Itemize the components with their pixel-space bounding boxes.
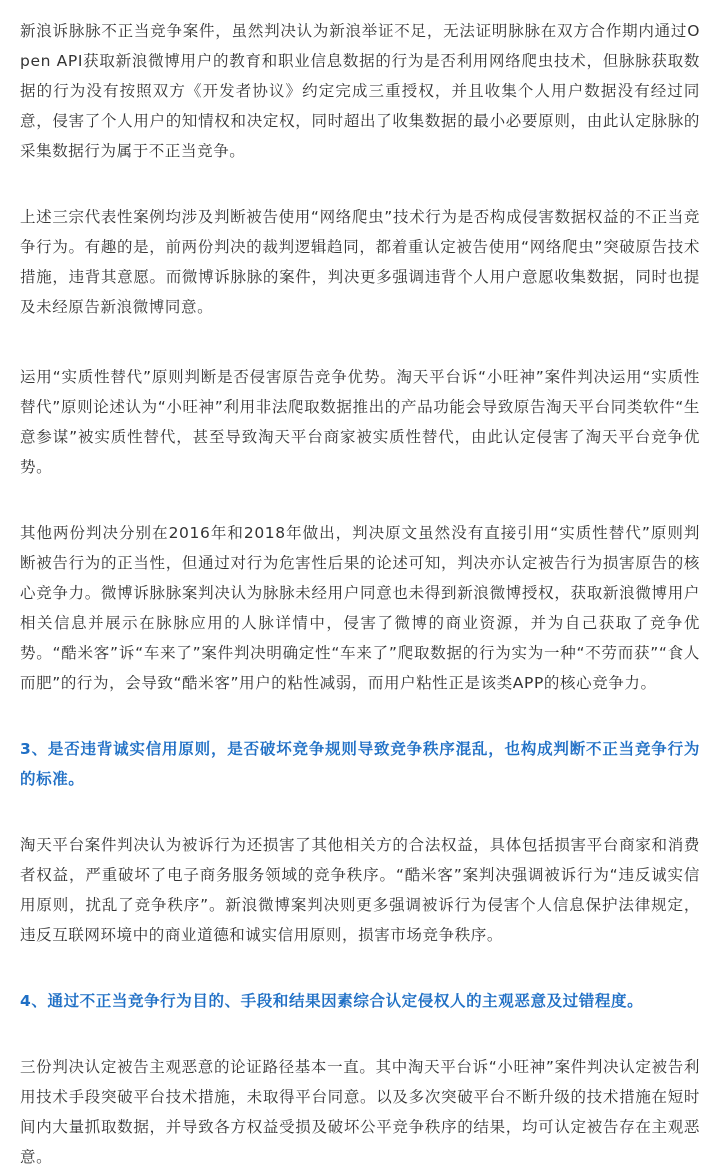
paragraph-other-two-judgments: 其他两份判决分别在2016年和2018年做出，判决原文虽然没有直接引用“实质性替代”原则判断被告行为的正当性，但通过对行为危害性后果的论述可知，判决亦认定被告行为损害原告的核心竞争力。微博诉脉脉案判决认为脉脉未经用户同意也未得到新浪微博授权，获取新浪微博用户相关信息并展示在脉脉应用的人脉详情中，侵害了微博的商业资源，并为自己获取了竞争优势。“酷米客”诉“车来了”案件判决明确定性“车来了”爬取数据的行为实为一种“不劳而获”“食人而肥”的行为，会导致“酷米客”用户的粘性减弱，而用户粘性正是该类APP的核心竞争力。 — [20, 524, 700, 692]
paragraph-substantive-substitution: 运用“实质性替代”原则判断是否侵害原告竞争优势。淘天平台诉“小旺神”案件判决运用“实质性替代”原则论述认为“小旺神”利用非法爬取数据推出的产品功能会导致原告淘天平台同类软件“生意参谋”被实质性替代，甚至导致淘天平台商家被实质性替代，由此认定侵害了淘天平台竞争优势。 — [20, 368, 700, 476]
section-heading-4: 4、通过不正当竞争行为目的、手段和结果因素综合认定侵权人的主观恶意及过错程度。 — [20, 992, 644, 1010]
article-body — [20, 16, 700, 1172]
paragraph-sina-vs-maimai: 新浪诉脉脉不正当竞争案件，虽然判决认为新浪举证不足，无法证明脉脉在双方合作期内通过Open API获取新浪微博用户的教育和职业信息数据的行为是否利用网络爬虫技术，但脉脉获取数据的行为没有按照双方《开发者协议》约定完成三重授权，并且收集个人用户数据没有经过同意，侵害了个人用户的知情权和决定权，同时超出了收集数据的最小必要原则，由此认定脉脉的采集数据行为属于不正当竞争。 — [20, 22, 700, 160]
paragraph-competition-order: 淘天平台案件判决认为被诉行为还损害了其他相关方的合法权益，具体包括损害平台商家和消费者权益，严重破坏了电子商务服务领域的竞争秩序。“酷米客”案判决强调被诉行为“违反诚实信用原则，扰乱了竞争秩序”。新浪微博案判决则更多强调被诉行为侵害个人信息保护法律规定，违反互联网环境中的商业道德和诚实信用原则，损害市场竞争秩序。 — [20, 836, 700, 944]
section-heading-3: 3、是否违背诚实信用原则，是否破坏竞争规则导致竞争秩序混乱，也构成判断不正当竞争行为的标准。 — [20, 740, 700, 788]
paragraph-subjective-malice: 三份判决认定被告主观恶意的论证路径基本一直。其中淘天平台诉“小旺神”案件判决认定被告利用技术手段突破平台技术措施，未取得平台同意。以及多次突破平台不断升级的技术措施在短时间内大量抓取数据，并导致各方权益受损及破坏公平竞争秩序的结果，均可认定被告存在主观恶意。 — [20, 1058, 700, 1166]
paragraph-three-cases-summary: 上述三宗代表性案例均涉及判断被告使用“网络爬虫”技术行为是否构成侵害数据权益的不正当竞争行为。有趣的是，前两份判决的裁判逻辑趋同，都着重认定被告使用“网络爬虫”突破原告技术措施，违背其意愿。而微博诉脉脉的案件，判决更多强调违背个人用户意愿收集数据，同时也提及未经原告新浪微博同意。 — [20, 208, 700, 316]
